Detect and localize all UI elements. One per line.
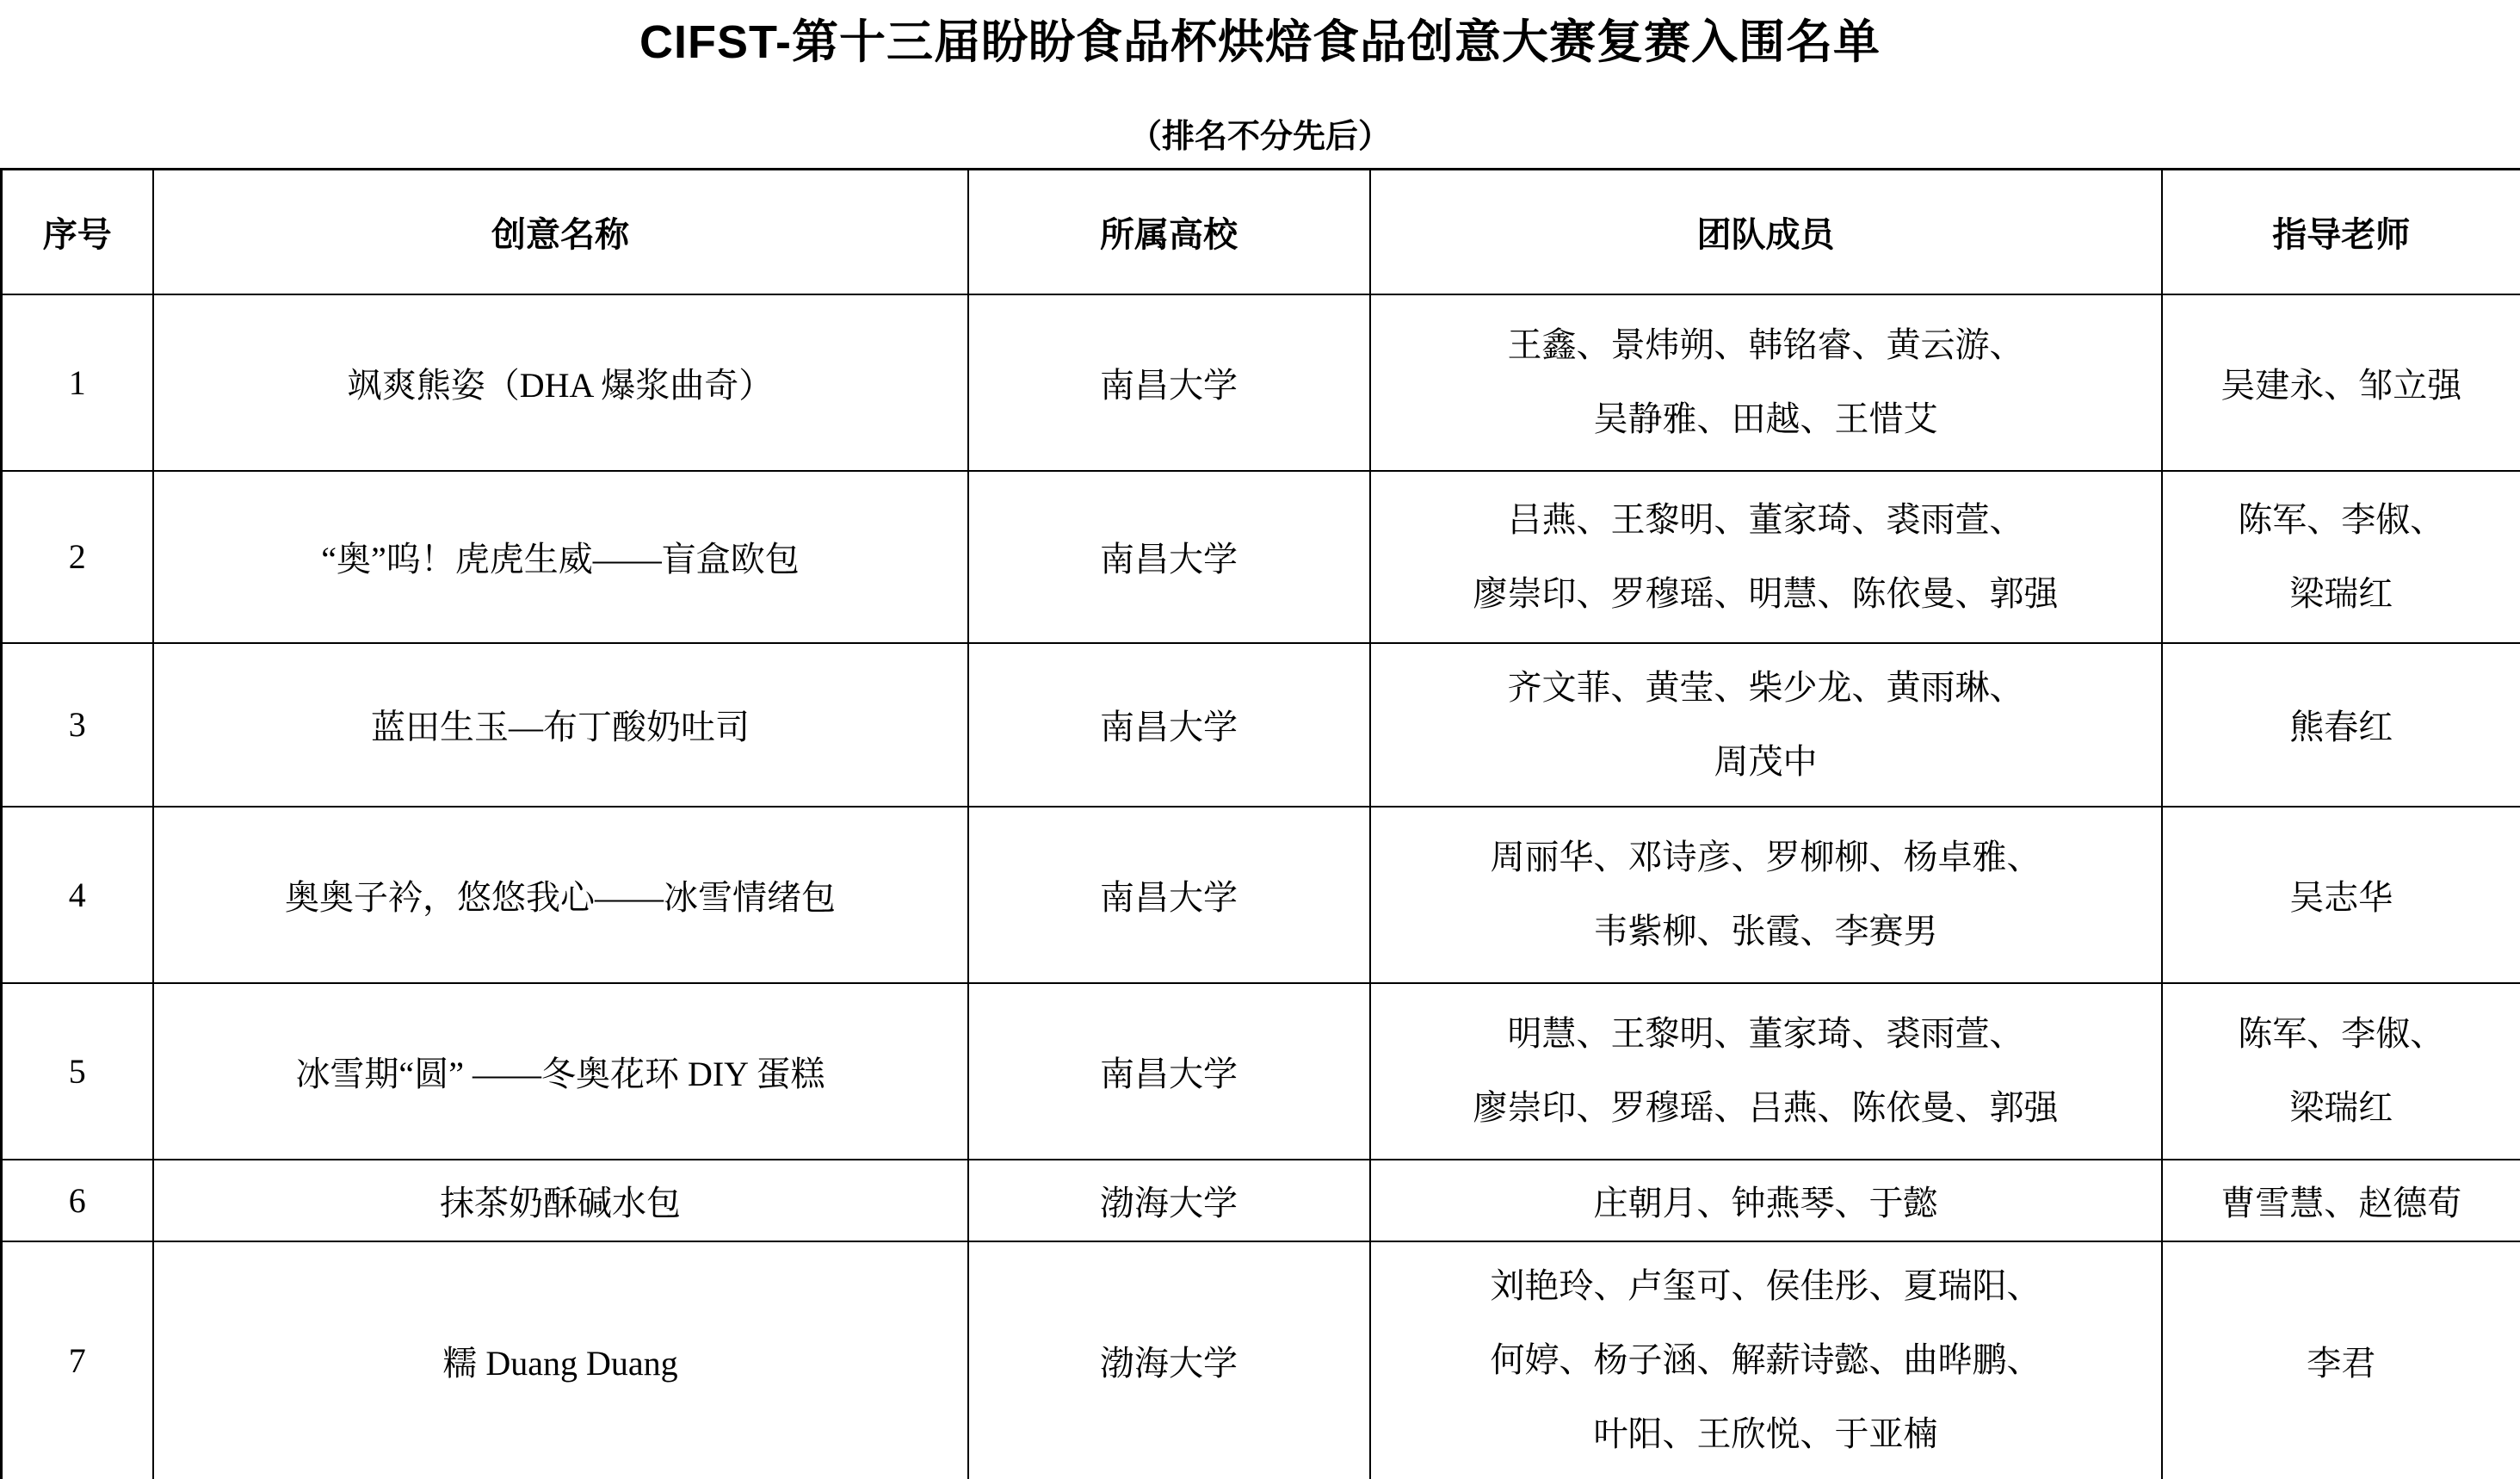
school-cell: 南昌大学	[968, 471, 1370, 643]
header-number: 序号	[2, 170, 153, 294]
advisor-cell: 吴建永、邹立强	[2162, 294, 2520, 471]
page-title: CIFST-第十三届盼盼食品杯烘焙食品创意大赛复赛入围名单	[639, 16, 1881, 68]
advisor-line: 梁瑞红	[2289, 573, 2393, 613]
members-line: 何婷、杨子涵、解薪诗懿、曲晔鹏、	[1490, 1340, 2041, 1380]
row-number-cell: 7	[2, 1241, 153, 1479]
row-number-cell: 2	[2, 471, 153, 643]
creative-name-cell: 飒爽熊姿（DHA 爆浆曲奇）	[153, 294, 968, 471]
members-line: 明慧、王黎明、董家琦、裘雨萱、	[1507, 1014, 2024, 1053]
row-number-cell: 4	[2, 807, 153, 983]
table-row	[2, 807, 2520, 983]
header-creative-name: 创意名称	[153, 170, 968, 294]
members-line: 吴静雅、田越、王惜艾	[1593, 399, 1938, 438]
members-line: 韦紫柳、张霞、李赛男	[1593, 912, 1938, 950]
finalists-table	[0, 168, 2520, 1479]
advisor-cell: 李君	[2162, 1241, 2520, 1479]
members-cell	[1370, 294, 2162, 471]
header-members: 团队成员	[1370, 170, 2162, 294]
members-line: 周丽华、邓诗彦、罗柳柳、杨卓雅、	[1490, 838, 2041, 876]
advisor-cell	[2162, 471, 2520, 643]
advisor-line: 陈军、李俶、	[2238, 1014, 2445, 1053]
advisor-cell: 熊春红	[2162, 643, 2520, 807]
members-cell	[1370, 471, 2162, 643]
school-cell: 渤海大学	[968, 1241, 1370, 1479]
table-row	[2, 471, 2520, 643]
members-line: 廖崇印、罗穆瑶、明慧、陈依曼、郭强	[1473, 573, 2059, 613]
members-line: 王鑫、景炜朔、韩铭睿、黄云游、	[1507, 325, 2024, 364]
members-cell	[1370, 643, 2162, 807]
row-number-cell: 6	[2, 1160, 153, 1241]
header-row	[2, 170, 2520, 294]
members-cell	[1370, 1241, 2162, 1479]
table-row	[2, 1160, 2520, 1241]
header-school: 所属高校	[968, 170, 1370, 294]
members-line: 齐文菲、黄莹、柴少龙、黄雨琳、	[1507, 667, 2024, 707]
creative-name-cell: 冰雪期“圆” ——冬奥花环 DIY 蛋糕	[153, 983, 968, 1160]
creative-name-cell: 蓝田生玉—布丁酸奶吐司	[153, 643, 968, 807]
advisor-cell: 吴志华	[2162, 807, 2520, 983]
row-number-cell: 3	[2, 643, 153, 807]
page-subtitle: （排名不分先后）	[1128, 119, 1391, 155]
school-cell: 南昌大学	[968, 294, 1370, 471]
school-cell: 南昌大学	[968, 983, 1370, 1160]
table-row	[2, 1241, 2520, 1479]
creative-name-cell: 抹茶奶酥碱水包	[153, 1160, 968, 1241]
school-cell: 南昌大学	[968, 807, 1370, 983]
advisor-cell	[2162, 983, 2520, 1160]
table-row	[2, 643, 2520, 807]
row-number-cell: 5	[2, 983, 153, 1160]
members-cell	[1370, 807, 2162, 983]
members-line: 刘艳玲、卢玺可、侯佳彤、夏瑞阳、	[1490, 1266, 2041, 1306]
creative-name-cell: “奥”呜！虎虎生威——盲盒欧包	[153, 471, 968, 643]
advisor-cell: 曹雪慧、赵德荀	[2162, 1160, 2520, 1241]
header-advisor: 指导老师	[2162, 170, 2520, 294]
members-line: 廖崇印、罗穆瑶、吕燕、陈依曼、郭强	[1473, 1088, 2059, 1127]
creative-name-cell: 奥奥子衿，悠悠我心——冰雪情绪包	[153, 807, 968, 983]
creative-name-cell: 糯 Duang Duang	[153, 1241, 968, 1479]
members-cell	[1370, 983, 2162, 1160]
members-line: 叶阳、王欣悦、于亚楠	[1593, 1414, 1938, 1454]
row-number-cell: 1	[2, 294, 153, 471]
members-cell: 庄朝月、钟燕琴、于懿	[1370, 1160, 2162, 1241]
school-cell: 渤海大学	[968, 1160, 1370, 1241]
table-row	[2, 294, 2520, 471]
table-row	[2, 983, 2520, 1160]
members-line: 吕燕、王黎明、董家琦、裘雨萱、	[1507, 499, 2024, 539]
members-line: 周茂中	[1714, 741, 1818, 781]
school-cell: 南昌大学	[968, 643, 1370, 807]
advisor-line: 梁瑞红	[2289, 1088, 2393, 1127]
advisor-line: 陈军、李俶、	[2238, 499, 2445, 539]
